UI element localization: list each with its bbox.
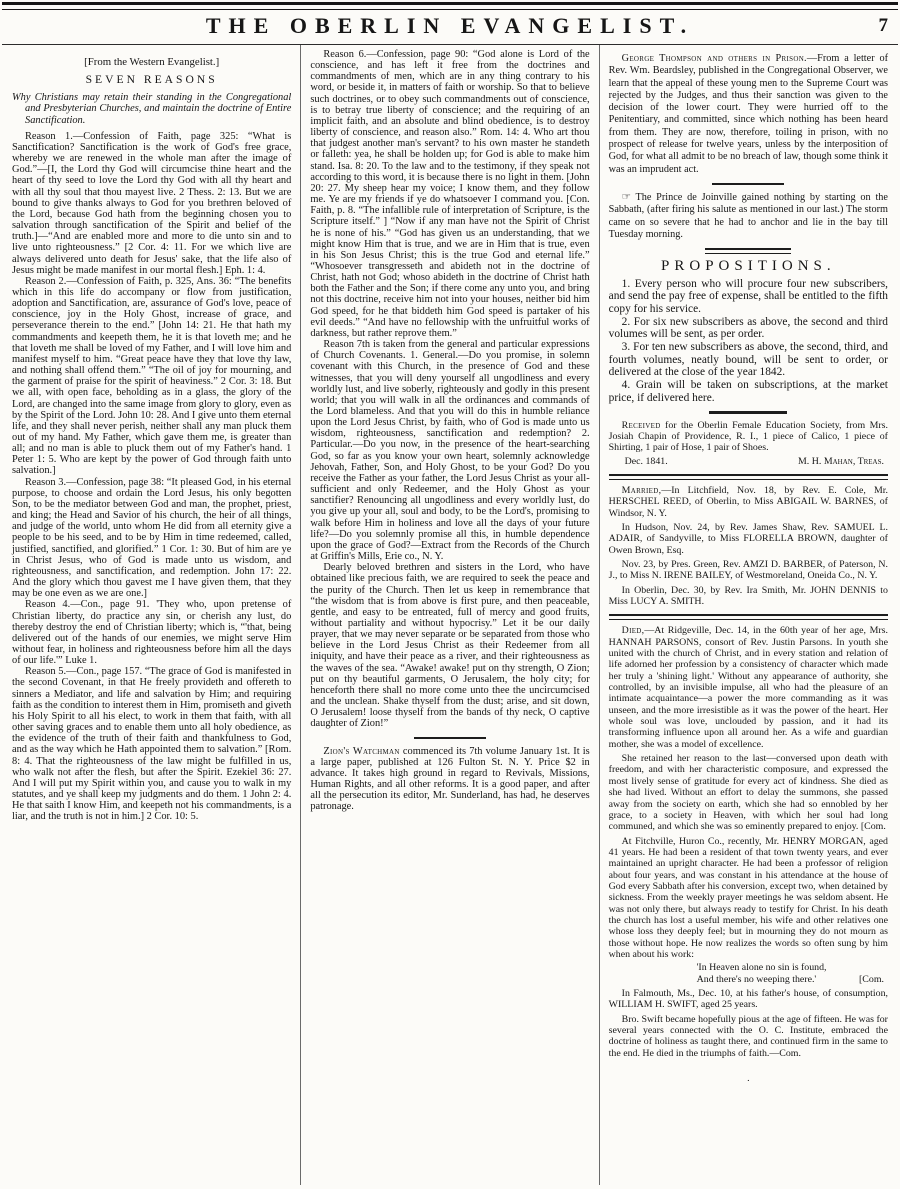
died-notice-swift: In Falmouth, Ms., Dec. 10, at his father's house, of consumption, WILLIAM H. SWIFT, aged 25 years. [608,988,888,1011]
propositions-heading: PROPOSITIONS. [661,258,836,275]
paper-title: THE OBERLIN EVANGELIST. [205,13,695,38]
verse-line: And there's no weeping there.' [696,973,817,985]
died-notice-parsons-lead: Died, [621,625,645,637]
columns [0,45,900,1185]
dateline-signature: M. H. Mahan, Treas. [798,455,884,467]
verse-attribution: [Com. [859,973,884,985]
reason-7: Reason 7th is taken from the general and particular expressions of Church Covenants. 1. General.—Do you promise, in solemn covenant with this Church, in the presence of God and these witnesses, that you will deny yourself all ungodliness and every worldly lust, and live soberly, righteously and godly in this present world; that you will walk in all the ordinances and commands of the Lord blameless. And that you will do this in humble reliance upon the Lord Jesus Christ, by faith, who of God is made unto us wisdom, righteousness, sanctification and redemption? 2. Particular.—Do you now, in the presence of the heart-searching God, so far as you know your own heart, solemnly acknowledge Jehovah, Father, Son, and Holy Ghost, to be your God? Do you receive the Father as your father, the Lord Jesus Christ as your all-sufficient and only Redeemer, and the Holy Ghost as your sanctifier? Renouncing all ungodliness and every worldly lust, do you give up your all, soul and body, to be the Lord's, promising to walk before Him in holiness and love all the days of your future life?—Do you solemnly promise all this, in humble dependence upon the grace of God?—Extract from the Records of the Church at Griffin's Mills, Erie co., N. Y. [310,339,590,563]
prison-news: George Thompson and others in Prison.—From a letter of Rev. Wm. Beardsley, published in the Congregational Observer, we learn that the appeal of these young men to the Supreme Court was rejected by the Judges, and thus their sanction was given to the decision of the lower court. They were hurried off to the Penitentiary, and committed, since which nothing has been heard from them. They are now, therefore, toiling in prison, with no prospect of release for twelve years, unless by the interposition of God, for what all admit to be no breach of law, though some think it was an imprudent act. [608,53,888,175]
article-title: SEVEN REASONS [85,73,218,87]
proposition-4: 4. Grain will be taken on subscriptions, at the market price, if delivered here. [608,379,888,404]
verse-line: 'In Heaven alone no sin is found, [696,962,827,974]
zions-watchman-notice-lead: Zion's Watchman [323,745,400,757]
married-notice-dennis: In Oberlin, Dec. 30, by Rev. Ira Smith, Mr. JOHN DENNIS to Miss LUCY A. SMITH. [608,584,888,607]
article-subtitle: Why Christians may retain their standing in the Congregational and Presbyterian Churches, and maintain the doctrine of Entire Sanctification. [12,92,292,126]
reason-6: Reason 6.—Confession, page 90: “God alone is Lord of the conscience, and has left it free from the doctrines and commandments of men, which are in any thing contrary to his word, or beside it, in matters of faith or worship. So that to believe such doctrines, or to obey such commandments out of conscience, is to betray true liberty of conscience; and the requiring of an implicit faith, and an absolute and blind obedience, is to destroy liberty of conscience, and reason also.” Rom. 14: 4. Who art thou that judgest another man's servant? to his own master he standeth or falleth: yea, he shall be holden up; for God is able to make him stand. Isa. 8: 20. To the law and to the testimony, if they speak not according to this word, it is because there is no light in them. [John 20: 27. My sheep hear my voice; I know them, and they follow me. Ye are my friends if ye do whatsoever I command you. [Con. Faith, p. 8. “The infallible rule of interpretation of Scripture, is the Scripture itself.” ] “Now if any man have not the Spirit of Christ he is none of his.” “God has given us an understanding, that we might know Him that is true, and we are in Him that is true, even in his Son Jesus Christ; this is the true God and eternal life.” “Whosoever transgresseth and abideth not in the doctrine of Christ, hath not God; whoso abideth in the doctrine of Christ hath both the Father and the Son; if there come any unto you, and bring not this doctrine, receive him not into your houses, neither bid him God speed, for he that biddeth him God speed is partaker of his evil deeds.” “And have no fellowship with the unfruitful works of darkness, but rather reprove them.” [310,49,590,339]
section-rule [712,183,784,185]
received-dateline [609,456,888,467]
reason-1: Reason 1.—Confession of Faith, page 325: “What is Sanctification? Sanctification is the work of God's free grace, whereby we are renewed in the whole man after the image of God.”—[I, the Lord thy God will circumcise thine heart and the heart of thy seed to love the Lord thy God with all thy heart and with all thy soul that thou mayest live. 2 Thess. 2: 13. But we are bound to give thanks always to God for you brethren beloved of the Lord, because God hath from the beginning chosen you to salvation through sanctification of the Spirit and belief of the truth.]—“And are enabled more and more to die unto sin and to live unto righteousness.” [2 Cor. 4: 11. For we which live are always delivered unto death for Jesus' sake, that the life also of Jesus might be made manifest in our mortal flesh.] Eph. 1: 4. [12,130,292,276]
section-rule [414,737,486,739]
reason-2: Reason 2.—Confession of Faith, p. 325, Ans. 36: “The benefits which in this life do accompany or flow from justification, adoption and Sanctification, are, assurance of God's love, peace of conscience, joy in the Holy Ghost, increase of grace, and perseverance therein to the end.” [John 14: 21. He that hath my commandments and keepeth them, he it is that loveth me; and he that loveth me shall be loved of my Father, and I will love him and manifest myself to him. “Great peace have they that love thy law, and nothing shall offend them.” “The oil of joy for mourning, and the garment of praise for the spirit of heaviness.” 2 Cor. 3: 18. But we all, with open face, beholding as in a glass, the glory of the Lord, are changed into the same image from glory to glory, even as by the Spirit of the Lord. John 10: 28. And I give unto them eternal life, and they shall never perish, neither shall any man pluck them out of my hand. My Father, which gave them me, is greater than all; and no man is able to pluck them out of my Father's hand. 1 Peter 1: 5. Who are kept by the power of God through faith unto salvation.] [12,275,292,477]
masthead-title-row [2,10,898,45]
proposition-3: 3. For ten new subscribers as above, the second, third, and fourth volumes, neatly bound, will be sent to order, or delivered at the close of the year 1842. [608,341,888,379]
masthead [0,2,900,45]
proposition-2: 2. For six new subscribers as above, the second and third volumes will be sent, as per order. [608,315,888,341]
exhortation: Dearly beloved brethren and sisters in the Lord, who have obtained like precious faith, we are required to seek the peace and the purity of the Church. Then let us keep in remembrance that “the wisdom that is from above is first pure, and then peaceable, gentle, and easy to be entreated, full of mercy and good fruits, without partiality and without hypocrisy.” Let it be our daily prayer, that we may never separate or be separated from those who believe in the Lord Jesus Christ as their Redeemer from all iniquity, and have their peace as a river, and their righteousness as the waves of the sea. “Awake! awake! put on thy strength, O Zion; put on thy beautiful garments, O Jerusalem, the holy city; for henceforth there shall no more come unto thee the uncircumcised and the unclean. Shake thyself from the dust; arise, and sit down, O Jerusalem! loose thyself from the bands of thy neck, O captive daughter of Zion!” [310,562,590,730]
reason-3: Reason 3.—Confession, page 38: “It pleased God, in his eternal purpose, to choose and ordain the Lord Jesus, his only begotten Son, to be the mediator between God and man, the prophet, priest, and king; the Head and Savior of his church, the heir of all things, and judge of the world, unto whom He did from all eternity give a people to be his seed, and to be by Him in time redeemed, called, justified, sanctified, and glorified.” 1 Cor. 1: 30. But of him are ye in Christ Jesus, who of God is made unto us wisdom, and righteousness, and sanctification, and redemption. John 17: 22. And the glory which thou gavest me I have given them, that they may be one even as we are one.] [12,476,292,600]
reason-4: Reason 4.—Con., page 91. 'They who, upon pretense of Christian liberty, do practice any sin, or cherish any lust, do thereby destroy the end of Christian liberty; which is, “'that, being delivered out of the hands of our enemies, we might serve Him without fear, in holiness and righteousness before him all the days of our life.'” Luke 1. [12,599,292,667]
joinville-note: ☞ The Prince de Joinville gained nothing by starting on the Sabbath, (after firing his salute as mentioned in our last.) The storm came on so severe that he had to anchor and lie in the bay till Tuesday morning. [608,191,888,240]
masthead-top-rule [2,2,898,10]
section-rule-thick [709,411,787,414]
column-2 [300,45,598,1185]
end-mark: . [747,1073,750,1085]
married-notice-barber: Nov. 23, by Pres. Green, Rev. AMZI D. BARBER, of Paterson, N. J., to Miss N. IRENE BAILEY, of Westmoreland, Oneida Co., N. Y. [608,558,888,582]
died-notice-parsons: Died,—At Ridgeville, Dec. 14, in the 60th year of her age, Mrs. HANNAH PARSONS, consort of Rev. Justin Parsons. In youth she united with the church of Christ, and in every station and relation of life adorned her profession by a consistency of character which made her truly a 'shining light.' Without any appearance of authority, she controlled, by an invisible impulse, all who had the pleasure of an intimate acquaintance—a power the more commanding as it was unseen, and the more irresistible as it was the power of the heart. Her whole soul was love, unclouded by passion, and it had its transforming influence upon all around her. As a wife and guardian mother, she was a model of excellence. [608,625,888,750]
received-notice-lead: Received [621,419,661,431]
received-notice: Received for the Oberlin Female Education Society, from Mrs. Josiah Chapin of Providence, R. I., 1 piece of Calico, 1 piece of Shirting, 1 pair of Hose, 1 pair of Shoes. [608,419,888,454]
page-number: 7 [878,15,888,36]
prison-news-lead: George Thompson and others in Prison. [621,53,807,64]
section-rule-full [609,474,888,480]
died-notice-morgan: At Fitchville, Huron Co., recently, Mr. HENRY MORGAN, aged 41 years. He had been a resident of that town twenty years, and ever maintained an upright character. He had been a professor of religion about four years, and was constant in his attendance at the house of God every Sabbath after his conversion, except two, when detained by sickness. From the weekly prayer meetings he was seldom absent. He was not only there, but always ready to testify for Christ. In his death the church has lost a useful member, his wife and other relatives one whose loss they deeply feel; but in mourning they do not mourn as those without hope. He now realizes the words so often sung by him when about his work: [608,835,888,960]
married-notice-reed-lead: Married, [621,484,662,496]
dateline-date: Dec. 1841. [624,455,668,467]
married-notice-adair: In Hudson, Nov. 24, by Rev. James Shaw, Rev. SAMUEL L. ADAIR, of Sandyville, to Miss FLORELLA BROWN, daughter of Owen Brown, Esq. [608,521,888,556]
died-notice-parsons-2: She retained her reason to the last—conversed upon death with freedom, and with her characteristic composure, and expressed the most lively sense of gratitude for every act of kindness. She died as she had lived. Without an effort to delay the summons, she passed away from the society on earth, which she had so ennobled by her grace, to a society in Heaven, with which her soul had long communed, and which she was so eminently prepared to enjoy. [Com. [608,753,888,833]
column-1 [3,45,300,1185]
proposition-1: 1. Every person who will procure four new subscribers, and send the pay free of expense, shall be entitled to the fifth copy for his service. [608,277,888,315]
zions-watchman-notice: Zion's Watchman commenced its 7th volume January 1st. It is a large paper, published at 126 Fulton St. N. Y. Price $2 in advance. It takes high ground in regard to Revivals, Missions, Human Rights, and all other reforms. It is a good paper, and after all the persecution its editor, Mr. Sunderland, has had, he deserves patronage. [310,745,590,813]
section-rule-full [609,614,888,620]
died-notice-swift-2: Bro. Swift became hopefully pious at the age of fifteen. He was for several years connected with the O. C. Institute, embraced the doctrine of holiness as taught there, and continued firm in the same to the end. He died in the triumphs of faith.—Com. [608,1013,888,1059]
section-rule-double [705,248,791,254]
column-3 [599,45,897,1185]
hymn-couplet [609,962,888,985]
reason-5: Reason 5.—Con., page 157. “The grace of God is manifested in the second Covenant, in that He freely provideth and offereth to sinners a Mediator, and life and salvation by Him; and requiring faith as the condition to interest them in Him, promiseth and giveth his Holy Spirit to all his elect, to work in them that faith, with all other saving graces and to enable them unto all holy obedience, as the evidence of the truth of their faith and thankfulness to God, and as the way which he Hath appointed them to salvation.” [Rom. 8: 4. That the righteousness of the law might be fulfilled in us, who walk not after the flesh, but after the Spirit. Ezekiel 36: 27. And I will put my Spirit within you, and cause you to walk in my statutes, and ye shall keep my judgments and do them. 1 John 2: 4. He that saith I know Him, and keepeth not his commandments, is a liar, and the truth is not in him.] 2 Cor. 10: 5. [12,666,292,823]
article-attribution: [From the Western Evangelist.] [84,56,220,68]
married-notice-reed: Married,—In Litchfield, Nov. 18, by Rev. E. Cole, Mr. HERSCHEL REED, of Oberlin, to Miss ABIGAIL W. BARNES, of Windsor, N. Y. [608,484,888,519]
